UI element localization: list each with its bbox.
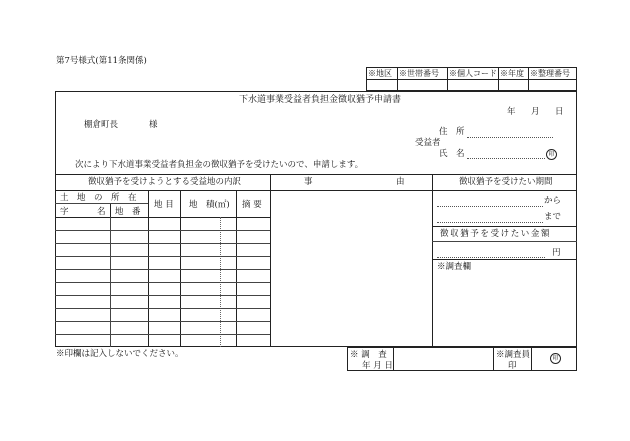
survey-date-label-a: ※ 調 査 [350, 350, 387, 360]
admin-personal-code-label: ※個人コード [449, 69, 497, 78]
form-number: 第7号様式(第11条関係) [56, 56, 147, 66]
admin-household-label: ※世帯番号 [399, 69, 439, 78]
survey-section-label: ※調査欄 [437, 262, 472, 272]
col-location-header: 土 地 の 所 在 [60, 193, 137, 203]
admin-year-label: ※年度 [500, 69, 524, 78]
period-to-field[interactable] [437, 222, 543, 223]
period-section-header: 徴収猶予を受けたい期間 [459, 177, 553, 187]
col-lot-header: 地 番 [115, 207, 141, 217]
applicant-seal-icon: 印 [546, 149, 557, 160]
surveyor-seal-icon: 印 [550, 353, 561, 364]
admin-record-label: ※整理番号 [530, 69, 570, 78]
reason-header-b: 由 [396, 177, 405, 187]
period-to-label: まで [544, 212, 562, 222]
statement-text: 次により下水道事業受益者負担金の徴収猶予を受けたいので、申請します。 [75, 160, 364, 170]
date-day: 日 [555, 107, 564, 117]
period-from-label: から [544, 196, 562, 206]
admin-area-label: ※地区 [368, 69, 392, 78]
land-section-header: 徴収猶予を受けようとする受益地の内訳 [88, 177, 242, 187]
date-year: 年 [507, 107, 516, 117]
surveyor-label-b: 印 [508, 361, 517, 371]
name-label: 氏 名 [439, 149, 465, 159]
addressee-name: 棚倉町長 [84, 120, 119, 130]
form-title: 下水道事業受益者負担金徴収猶予申請書 [239, 95, 402, 105]
period-from-field[interactable] [437, 206, 543, 207]
col-area-header: 地 積(㎡) [189, 200, 230, 210]
col-location-sub-b: 名 [97, 207, 106, 217]
amount-section-header: 徴収猶予を受けたい金額 [440, 229, 552, 239]
name-field[interactable] [467, 158, 545, 159]
address-label: 住 所 [439, 127, 465, 137]
reason-header-a: 事 [304, 177, 313, 187]
col-remarks-header: 摘 要 [242, 200, 262, 210]
col-location-sub-a: 字 [60, 207, 69, 217]
addressee-honorific: 様 [149, 120, 158, 130]
survey-date-label-b: 年 月 日 [362, 361, 393, 371]
col-category-header: 地 目 [154, 200, 174, 210]
amount-unit: 円 [552, 248, 561, 258]
surveyor-label-a: ※調査員 [496, 350, 531, 360]
footer-note: ※印欄は記入しないでください。 [56, 349, 184, 359]
date-month: 月 [531, 107, 540, 117]
applicant-label: 受益者 [415, 138, 441, 148]
amount-field[interactable] [437, 257, 545, 258]
address-field[interactable] [467, 137, 553, 138]
